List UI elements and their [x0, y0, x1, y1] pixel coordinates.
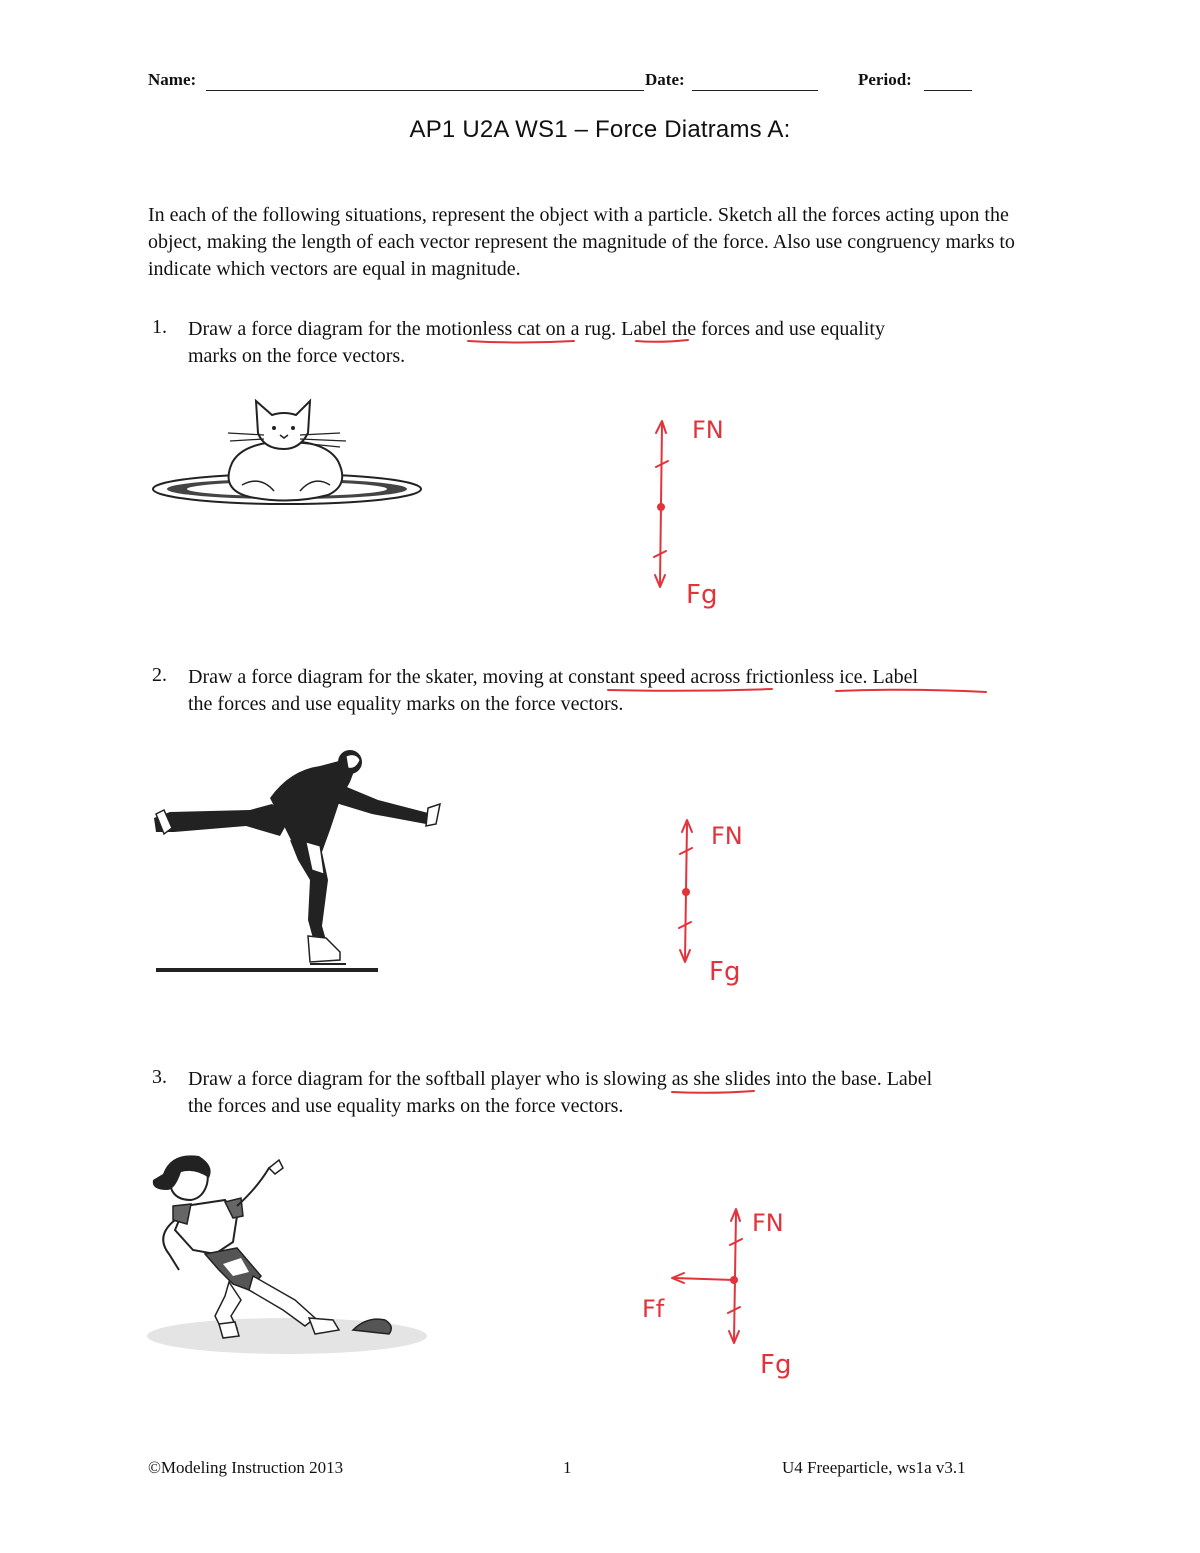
footer-right: U4 Freeparticle, ws1a v3.1 [782, 1458, 966, 1477]
footer-left: ©Modeling Instruction 2013 [148, 1458, 344, 1477]
question-2-underlines [600, 684, 1000, 698]
question-2-number: 2. [152, 664, 167, 686]
softball-player-image [145, 1150, 435, 1360]
question-2-label-fn: FN [711, 822, 743, 850]
instructions: In each of the following situations, represent the object with a particle. Sketch all the forces acting upon the object, making the length of each vector represent the magnitude of the force. Also use congruency marks to indicate which vectors are equal in magnitude. [148, 204, 1015, 280]
period-label: Period: [858, 70, 912, 89]
date-label: Date: [645, 70, 685, 89]
question-1-line-2: marks on the force vectors. [188, 345, 406, 367]
question-3-number: 3. [152, 1066, 167, 1088]
question-1-number: 1. [152, 316, 167, 338]
period-blank[interactable] [924, 90, 972, 91]
question-3-label-ff: Ff [642, 1295, 665, 1323]
question-2-label-fg: Fg [709, 957, 741, 987]
question-3-line-1: Draw a force diagram for the softball player who is slowing as she slides into the base. Label [188, 1068, 933, 1090]
question-3-underline [666, 1086, 766, 1098]
skater-image [150, 740, 450, 980]
question-3-line-2: the forces and use equality marks on the force vectors. [188, 1095, 624, 1117]
name-blank[interactable] [206, 90, 644, 91]
question-1-label-fg: Fg [686, 580, 718, 610]
cat-on-rug-image [150, 395, 425, 515]
page-title: AP1 U2A WS1 – Force Diatrams A: [409, 116, 791, 143]
question-1-underlines [460, 336, 700, 348]
question-1-line-1: Draw a force diagram for the motionless cat on a rug. Label the forces and use equality [188, 318, 885, 340]
question-2-line-1: Draw a force diagram for the skater, moving at constant speed across frictionless ice. Label [188, 666, 919, 688]
question-2-force-diagram [665, 810, 785, 1010]
name-label: Name: [148, 70, 197, 89]
page-number: 1 [563, 1458, 572, 1477]
question-1-force-diagram [640, 405, 770, 635]
question-3-force-diagram [630, 1195, 820, 1395]
question-1-label-fn: FN [692, 416, 724, 444]
question-3-label-fn: FN [752, 1209, 784, 1237]
question-3-label-fg: Fg [760, 1350, 792, 1380]
question-2-line-2: the forces and use equality marks on the force vectors. [188, 693, 624, 715]
date-blank[interactable] [692, 90, 818, 91]
